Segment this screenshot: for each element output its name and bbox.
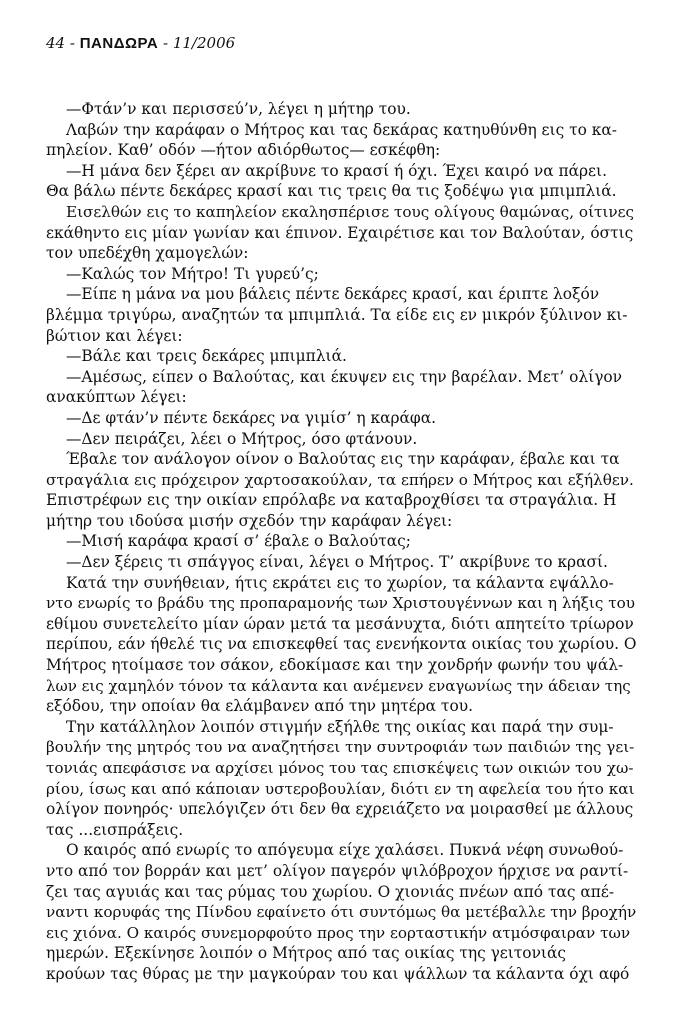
text-line: —Καλώς τον Μήτρο! Τι γυρεύ’ς; bbox=[66, 264, 319, 283]
text-line: στραγάλια εις πρόχειρον χαρτοσακούλαν, τα επήρεν ο Μήτρος και εξήλθεν. bbox=[46, 470, 634, 489]
text-line: Κατά την συνήθειαν, ήτις εκράτει εις το χωρίον, τα κάλαντα εψάλλο- bbox=[66, 573, 614, 592]
page-number: 44 bbox=[46, 34, 66, 52]
text-line: —Βάλε και τρεις δεκάρες μπιμπλιά. bbox=[66, 347, 347, 366]
text-line: —Δεν ξέρεις τι σπάγγος είναι, λέγει ο Μήτρος. Τ’ ακρίβυνε το κρασί. bbox=[66, 553, 608, 572]
text-line: Την κατάλληλον λοιπόν στιγμήν εξήλθε της οικίας και παρά την συμ- bbox=[66, 717, 614, 736]
text-line: εκάθηντο εις μίαν γωνίαν και έπινον. Εχαιρέτισε και τον Βαλούταν, όστις bbox=[46, 223, 634, 242]
text-line: πηλείον. Καθ’ οδόν —ήτον αδιόρθωτος— εσκέφθη: bbox=[46, 141, 441, 160]
text-line: μήτηρ του ιδούσα μισήν σχεδόν την καράφαν λέγει: bbox=[46, 511, 453, 530]
text-line: βουλήν της μητρός του να αναζητήσει την συντροφιάν των παιδιών της γει- bbox=[46, 738, 635, 757]
text-line: Επιστρέφων εις την οικίαν επρόλαβε να καταβροχθίσει τα στραγάλια. Η bbox=[46, 491, 617, 510]
text-line: ναντι κορυφάς της Πίνδου εφαίνετο ότι συντόμως θα μετέβαλλε την βροχήν bbox=[46, 903, 637, 922]
text-line: ζει τας αγυιάς και τας ρύμας του χωρίου. Ο χιονιάς πνέων από τας απέ- bbox=[46, 882, 615, 901]
text-line: περίπου, εάν ήθελέ τις να επισκεφθεί τας ενενήκοντα οικίας του χωρίου. Ο bbox=[46, 635, 637, 654]
text-line: —Φτάν’ν και περισσεύ’ν, λέγει η μήτηρ του. bbox=[66, 100, 411, 118]
header-separator: - bbox=[65, 34, 80, 52]
text-line: τον υπεδέχθη χαμογελών: bbox=[46, 244, 249, 263]
text-line: Εισελθών εις το καπηλείον εκαλησπέρισε τους ολίγους θαμώνας, οίτινες bbox=[66, 202, 634, 221]
text-line: εθίμου συνετελείτο μίαν ώραν μετά τα μεσάνυχτα, διότι απητείτο τρίωρον bbox=[46, 614, 634, 633]
page-header bbox=[46, 34, 235, 52]
text-line: κρούων τας θύρας με την μαγκούραν του και ψάλλων τα κάλαντα όχι αφό bbox=[46, 964, 630, 983]
text-line: ημερών. Εξεκίνησε λοιπόν ο Μήτρος από τας οικίας της γειτονιάς bbox=[46, 944, 566, 963]
header-separator: - bbox=[158, 34, 173, 52]
text-line: ρίου, ίσως και από κάποιαν υστεροβουλίαν, διότι εν τη αφελεία του ήτο και bbox=[46, 779, 635, 798]
text-line: —Είπε η μάνα να μου βάλεις πέντε δεκάρες κρασί, και έριπτε λοξόν bbox=[66, 285, 600, 304]
text-line: ντο από τον βορράν και μετ’ ολίγον παγερόν ψιλόβροχον ήρχισε να ραντί- bbox=[46, 861, 629, 880]
text-line: ολίγον πονηρός· υπελόγιζεν ότι δεν θα εχρειάζετο να μοιρασθεί με άλλους bbox=[46, 800, 634, 819]
text-line: βώτιον και λέγει: bbox=[46, 326, 183, 345]
text-line: Έβαλε τον ανάλογον οίνον ο Βαλούτας εις την καράφαν, έβαλε και τα bbox=[66, 450, 620, 469]
magazine-name: ΠΑΝΔΩΡΑ bbox=[79, 35, 159, 52]
text-line: —Αμέσως, είπεν ο Βαλούτας, και έκυψεν εις την βαρέλαν. Μετ’ ολίγον bbox=[66, 367, 623, 386]
text-line: —Δε φτάν’ν πέντε δεκάρες να γιμίσ’ η καράφα. bbox=[66, 408, 436, 427]
text-line: Ο καιρός από ενωρίς το απόγευμα είχε χαλάσει. Πυκνά νέφη συνωθού- bbox=[66, 841, 624, 860]
text-line: τας ...εισπράξεις. bbox=[46, 820, 184, 839]
text-line: —Μισή καράφα κρασί σ’ έβαλε ο Βαλούτας; bbox=[66, 532, 411, 551]
text-line: βλέμμα τριγύρω, αναζητών τα μπιμπλιά. Τα είδε εις εν μικρόν ξύλινον κι- bbox=[46, 305, 628, 324]
text-line: Λαβών την καράφαν ο Μήτρος και τας δεκάρας κατηυθύνθη εις το κα- bbox=[66, 120, 617, 139]
text-line: Μήτρος ητοίμασε τον σάκον, εδοκίμασε και την χονδρήν φωνήν του ψάλ- bbox=[46, 656, 624, 675]
text-line: ντο ενωρίς το βράδυ της προπαραμονής των Χριστουγέννων και η λήξις του bbox=[46, 594, 635, 613]
text-line: —Η μάνα δεν ξέρει αν ακρίβυνε το κρασί ή όχι. Έχει καιρό να πάρει. bbox=[66, 161, 607, 180]
text-line: εξόδου, την οποίαν θα ελάμβανεν από την μητέρα του. bbox=[46, 697, 473, 716]
text-line: λων εις χαμηλόν τόνον τα κάλαντα και ανέμενεν εναγωνίως την άδειαν της bbox=[46, 676, 631, 695]
text-line: Θα βάλω πέντε δεκάρες κρασί και τις τρεις θα τις ξοδέψω για μπιμπλιά. bbox=[46, 182, 617, 201]
text-line: ανακύπτων λέγει: bbox=[46, 388, 187, 407]
text-line: —Δεν πειράζει, λέει ο Μήτρος, όσο φτάνουν. bbox=[66, 429, 418, 448]
article-text bbox=[46, 99, 636, 985]
text-line: τονιάς απεφάσισε να αρχίσει μόνος του τας επισκέψεις των οικιών του χω- bbox=[46, 759, 634, 777]
text-line: εις χιόνα. Ο καιρός συνεμορφούτο προς την εορταστικήν ατμόσφαιραν των bbox=[46, 923, 631, 942]
issue-date: 11/2006 bbox=[172, 34, 236, 52]
